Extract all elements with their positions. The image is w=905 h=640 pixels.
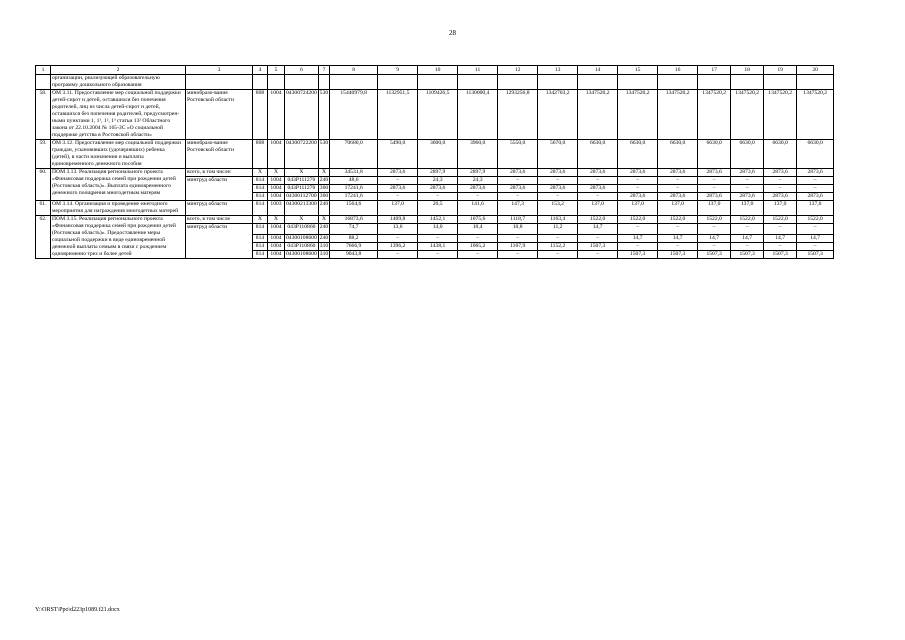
cell-code: 04300724200 [285,90,319,140]
cell-value: – [578,177,618,185]
cell-value: 1522,0 [698,216,731,224]
cell-value: 1507,3 [731,251,764,259]
header-cell: 13 [538,66,578,75]
cell-code: X [268,169,285,177]
cell-value: 26,5 [418,201,458,216]
cell-value: 7666,9 [330,243,378,251]
header-cell: 18 [731,66,764,75]
cell-value: 14,0 [418,224,458,235]
cell-value: 48,6 [330,177,378,185]
cell-value: 1452,1 [418,216,458,224]
cell-code: 530 [318,140,329,169]
cell-value: 2873,6 [538,185,578,193]
cell-code: 1004 [268,224,285,235]
cell-value: – [378,177,418,185]
cell-value: – [698,177,731,185]
cell-value: 1347520,2 [618,90,658,140]
cell-value: 137,0 [658,201,698,216]
cell-code: 240 [318,201,329,216]
footer-path: Y:\ORST\Ppo\d223p1089.f21.docx [35,607,120,613]
cell-value: 1132951,5 [378,90,418,140]
cell-num: 58. [36,90,51,140]
cell-value: – [797,177,834,185]
cell-value: 137,0 [618,201,658,216]
cell-value: 2897,9 [458,169,498,177]
cell-value: 2873,6 [658,169,698,177]
cell-code: 04300108600 [286,251,317,257]
cell-value: 5490,0 [378,140,418,169]
cell-value: 1522,0 [658,216,698,224]
header-row [36,66,834,75]
cell-value: – [578,251,618,259]
cell-value: 14,7 [578,224,618,235]
header-cell: 4 [253,66,268,75]
cell-value: – [378,235,418,243]
cell-num: 60. [36,169,51,201]
cell-code: 240 [319,235,329,241]
cell-value: 2873,6 [578,185,618,193]
header-cell: 14 [578,66,618,75]
cell-value: – [538,235,578,243]
cell-value: 14,7 [731,235,764,243]
cell-value: 1293256,8 [498,90,538,140]
cell-value: 137,0 [578,201,618,216]
cell-value: – [458,193,498,201]
cell-value: 2873,6 [764,193,797,201]
cell-value: 9043,8 [330,251,378,259]
cell-value: 6630,0 [698,140,731,169]
cell-value: 1507,3 [658,251,698,259]
cell-value: – [618,224,658,235]
cell-value: – [764,185,797,193]
header-cell: 7 [318,66,329,75]
cell-value: – [418,193,458,201]
budget-table [35,65,834,259]
cell-value: 1507,3 [578,243,618,251]
page-number: 28 [449,29,456,37]
cell-code: 043P110860 [285,243,319,251]
cell-value: 1347520,2 [578,90,618,140]
cell-value: – [731,185,764,193]
cell-code: 1004 [268,90,285,140]
cell-value: 1109426,5 [418,90,458,140]
cell-code: 043P111270 [285,177,319,185]
cell-value: – [658,224,698,235]
cell-code: 1004 [268,193,285,201]
cell-code: 1004 [268,185,285,193]
cell-code: 814 [253,185,268,193]
cell-value: 17241,6 [330,185,378,193]
cell-value: 6630,0 [764,140,797,169]
header-cell: 5 [268,66,285,75]
cell-value: 137,0 [731,201,764,216]
cell-value: – [731,243,764,251]
cell-value: 1347520,2 [797,90,834,140]
cell-value: 1107,9 [498,243,538,251]
table-row [36,90,834,140]
cell-value: 10,4 [458,224,498,235]
cell-value: – [378,193,418,201]
cell-code: 043P110860 [285,224,319,235]
cell-value: 1152,2 [538,243,578,251]
cell-value: – [764,224,797,235]
cell-value: – [698,185,731,193]
cell-code: 360 [319,185,329,191]
cell-value: 1347520,2 [658,90,698,140]
cell-value: – [498,251,538,259]
cell-code: 530 [318,90,329,140]
cell-value: 2873,6 [731,193,764,201]
cell-value: 14,7 [618,235,658,243]
cell-value: – [578,193,618,201]
cell-value: 1438,1 [418,243,458,251]
cell-description: ПОМ 3.15. Реализация регионального проекта «Финансовая поддержка семей при рождении детей (Ростовская область)». Предоставление меры социальной поддержки в виде единовременной денежной выплаты семьям в связи с рождением одновременно трех и более детей [51,216,186,259]
cell-value: 1118,7 [498,216,538,224]
cell-code: X [268,216,285,224]
cell-num [36,75,51,90]
cell-code: 1004 [268,243,285,251]
cell-code: X [253,169,268,177]
cell-value: – [731,177,764,185]
cell-description: ПОМ 3.13. Реализация регионального проекта «Финансовая поддержка семей при рождении детей (Ростовская область)». Выплата единовременного денежного поощрения многодетным матерям [51,169,186,201]
cell-value: – [538,177,578,185]
cell-value: 2873,6 [378,185,418,193]
cell-code: 1004 [268,140,285,169]
cell-code: 1003 [268,201,285,216]
cell-value: 3960,0 [458,140,498,169]
cell-value: 2873,6 [764,169,797,177]
header-cell: 19 [764,66,797,75]
cell-num: 59. [36,140,51,169]
cell-value: 5670,0 [538,140,578,169]
cell-value: 70680,0 [330,140,378,169]
cell-code: 814 [253,224,268,235]
cell-code: 1004 [268,177,285,185]
cell-code: 814 [253,243,268,251]
cell-value: – [797,185,834,193]
cell-code: 1004 [268,251,285,259]
cell-value: 2873,6 [458,185,498,193]
cell-value: – [618,185,658,193]
cell-value: 10,8 [498,224,538,235]
cell-value: 1347520,2 [764,90,797,140]
cell-value: 2873,6 [618,193,658,201]
cell-value: 1522,0 [578,216,618,224]
cell-value: 2873,6 [578,169,618,177]
cell-value: 2873,6 [418,185,458,193]
cell-value: 1065,2 [458,243,498,251]
cell-value: 14,7 [658,235,698,243]
cell-code: X [253,216,268,224]
cell-value: – [578,235,618,243]
cell-value: 2897,9 [418,169,458,177]
cell-value: 137,0 [378,201,418,216]
cell-value: 2873,6 [538,169,578,177]
cell-code: 814 [253,235,268,243]
cell-code: 240 [318,224,329,235]
cell-value: – [498,235,538,243]
continuation-row [36,75,834,90]
header-cell: 15 [618,66,658,75]
cell-value: 1163,4 [538,216,578,224]
cell-value: 24,3 [418,177,458,185]
cell-code: 04300213300 [285,201,319,216]
cell-value: 2873,6 [698,193,731,201]
cell-code: 814 [253,251,268,259]
cell-value: 24,3 [458,177,498,185]
cell-value: – [458,251,498,259]
cell-value: 2873,6 [498,169,538,177]
cell-value: – [498,177,538,185]
cell-executor-total: всего, в том числе: [186,169,253,177]
cell-value: 2873,6 [378,169,418,177]
cell-value: 1522,0 [618,216,658,224]
cell-num: 61. [36,201,51,216]
cell-value: 15440979,8 [330,90,378,140]
cell-code: X [285,216,319,224]
cell-code: X [318,216,329,224]
cell-executor: минтруд области [186,201,253,216]
cell-value: – [698,243,731,251]
cell-value: – [658,185,698,193]
cell-value: 14,7 [698,235,731,243]
cell-value: 6630,0 [731,140,764,169]
header-cell: 8 [330,66,378,75]
cell-description: ОМ 3.12. Предоставление мер социальной поддержки граждан, усыновивших (удочеривших) ребенка (детей), в части назначения и выплаты единовременного денежного пособия [51,140,186,169]
cell-value: 2873,6 [498,185,538,193]
cell-value: – [538,193,578,201]
cell-executor: минобразо-вание Ростовской области [186,90,253,140]
cell-executor: минтруд области [186,177,253,201]
cell-code: 04300112700 [286,193,317,199]
cell-value: 6630,0 [618,140,658,169]
cell-value: 137,0 [797,201,834,216]
header-cell: 11 [458,66,498,75]
header-cell: 1 [36,66,51,75]
cell-value: – [764,177,797,185]
cell-value: 1522,0 [797,216,834,224]
cell-num: 62. [36,216,51,259]
cell-value: 2873,6 [658,193,698,201]
cell-value: 141,6 [458,201,498,216]
cell-value: 1507,3 [698,251,731,259]
cell-value: 1130000,4 [458,90,498,140]
cell-description: ОМ 3.14. Организация и проведение ежегодного мероприятия для награждения многодетных матерей [51,201,186,216]
cell-value: 34531,8 [330,169,378,177]
table-row [36,169,834,177]
cell-code: X [285,169,319,177]
cell-value: 6630,0 [658,140,698,169]
header-cell: 2 [51,66,186,75]
cell-value: 17241,6 [330,193,378,201]
cell-value: 1522,0 [764,216,797,224]
header-cell: 17 [698,66,731,75]
cell-code: 808 [253,140,268,169]
cell-value: 1522,0 [731,216,764,224]
cell-code: 814 [253,193,268,201]
cell-value: – [618,243,658,251]
table-row [36,216,834,224]
cell-value: 1342703,2 [538,90,578,140]
cell-code: 808 [253,90,268,140]
cell-value: 1075,6 [458,216,498,224]
cell-code: 240 [319,177,329,183]
cell-value: – [538,251,578,259]
cell-value: – [797,243,834,251]
cell-value: 74,7 [330,224,378,235]
cell-description: ОМ 3.11. Предоставление мер социальной поддержки детей-сирот и детей, оставшихся без попечения родителей, лиц из числа детей-сирот и детей, оставшихся без попечения родителей, предусмотрен-ными пунктами 1, 1¹, 1², 1³ статьи 13² Областного закона от 22.10.2004 № 165-ЗС «О социальной поддержке детства в Ростовской области» [51,90,186,140]
cell-code: 814 [253,201,268,216]
table-row [36,201,834,216]
cell-value: 6630,0 [797,140,834,169]
cell-value: 153,2 [538,201,578,216]
cell-value: 137,0 [698,201,731,216]
cell-value: – [658,177,698,185]
cell-value: 1347520,2 [731,90,764,140]
cell-value: 1507,3 [797,251,834,259]
header-cell: 10 [418,66,458,75]
cell-value: 14,7 [764,235,797,243]
cell-value: – [418,235,458,243]
cell-value: – [418,251,458,259]
cell-code: X [318,169,329,177]
cell-value: 6630,0 [578,140,618,169]
cell-value: 88,2 [330,235,378,243]
cell-value: 2873,6 [731,169,764,177]
cell-value: – [658,243,698,251]
cell-executor-total: всего, в том числе [186,216,253,224]
header-cell: 16 [658,66,698,75]
cell-value: 2873,6 [797,193,834,201]
cell-value: 11,2 [538,224,578,235]
cell-value: 3600,0 [418,140,458,169]
cell-value: – [797,224,834,235]
cell-value: 1507,3 [618,251,658,259]
cell-value: 5550,0 [498,140,538,169]
cell-value: – [764,243,797,251]
cell-code: 310 [319,243,329,249]
cell-value: 1347520,2 [698,90,731,140]
cell-value: 14,7 [797,235,834,243]
cell-value: 1507,3 [764,251,797,259]
cell-value: – [698,224,731,235]
cell-value: 147,3 [498,201,538,216]
cell-value: 1396,2 [378,243,418,251]
cell-code: 04300108600 [286,235,317,241]
cell-value: 13,6 [378,224,418,235]
cell-code: 310 [319,251,329,257]
cell-value: 1564,6 [330,201,378,216]
cell-value: 2873,6 [797,169,834,177]
header-cell: 3 [186,66,253,75]
header-cell: 9 [378,66,418,75]
cell-code: 1004 [268,235,285,243]
cell-value: 1409,8 [378,216,418,224]
cell-value: 16873,6 [330,216,378,224]
cell-value: 2873,6 [618,169,658,177]
cell-value: 137,0 [764,201,797,216]
cell-code: 043P111270 [285,185,319,193]
cell-value: – [378,251,418,259]
cell-code: 814 [253,177,268,185]
cell-code: 360 [319,193,329,199]
cell-description: организации, реализующей образовательную программу дошкольного образования [51,75,186,90]
header-cell: 20 [797,66,834,75]
cell-value: – [618,177,658,185]
cell-executor: минобразо-вание Ростовской области [186,140,253,169]
cell-code: 04300722200 [285,140,319,169]
table-row [36,140,834,169]
cell-value: – [458,235,498,243]
cell-value: 2873,6 [698,169,731,177]
header-cell: 6 [285,66,319,75]
cell-executor: минтруд области [186,224,253,259]
cell-value: – [731,224,764,235]
header-cell: 12 [498,66,538,75]
cell-value: – [498,193,538,201]
